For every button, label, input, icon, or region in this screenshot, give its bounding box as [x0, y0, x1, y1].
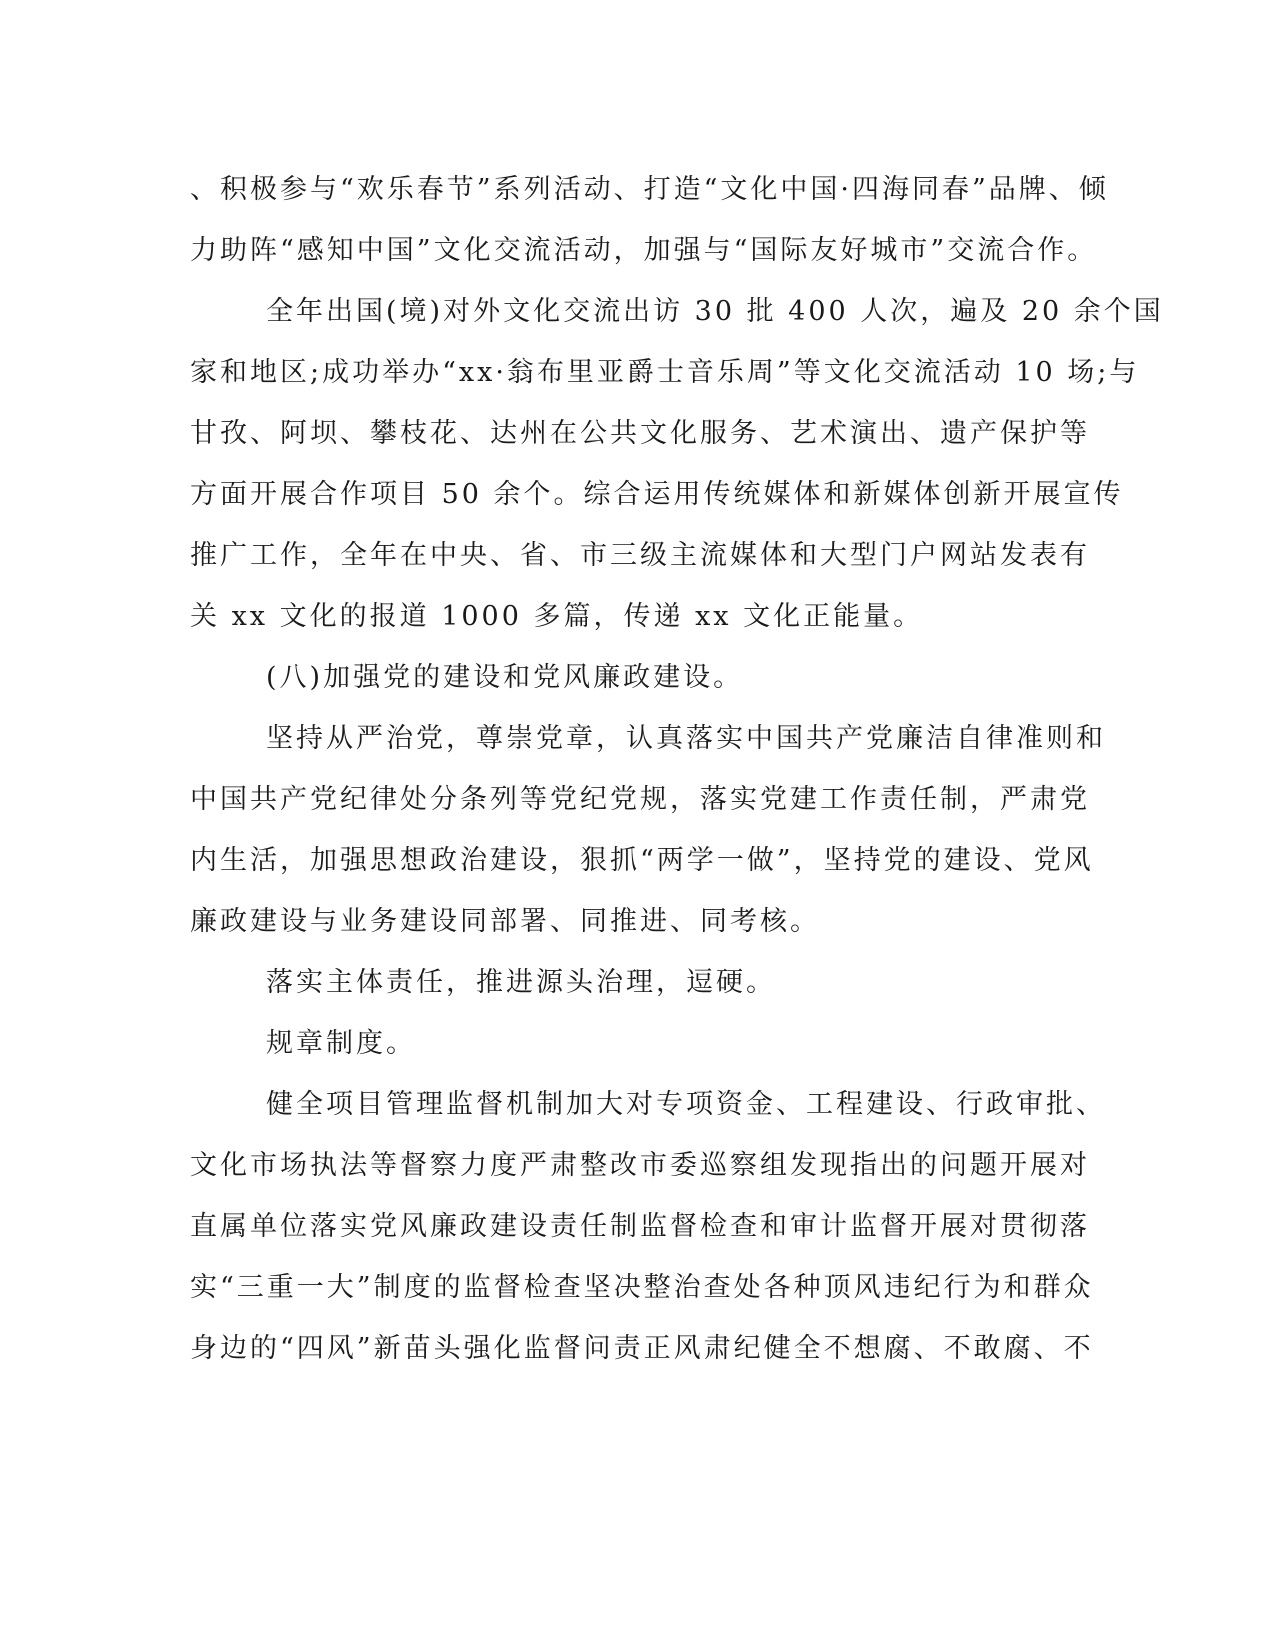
text-line: 关 xx 文化的报道 1000 多篇，传递 xx 文化正能量。	[190, 601, 924, 632]
text-line: 健全项目管理监督机制加大对专项资金、工程建设、行政审批、	[266, 1089, 1106, 1120]
text-line: 落实主体责任，推进源头治理，逗硬。	[266, 967, 776, 998]
text-line: 坚持从严治党，尊崇党章，认真落实中国共产党廉洁自律准则和	[266, 723, 1106, 754]
paragraph-cultural-activities	[190, 159, 1109, 281]
paragraph-regulations	[190, 1013, 1070, 1074]
paragraph-main-responsibility	[190, 952, 1070, 1013]
text-line: 力助阵“感知中国”文化交流活动，加强与“国际友好城市”交流合作。	[190, 235, 1098, 266]
text-line: 内生活，加强思想政治建设，狠抓“两学一做”，坚持党的建设、党风	[190, 845, 1094, 876]
section-heading-party-building	[190, 647, 1070, 708]
text-line: 全年出国(境)对外文化交流出访 30 批 400 人次，遍及 20 余个国	[266, 296, 1164, 327]
text-line: 文化市场执法等督察力度严肃整改市委巡察组发现指出的问题开展对	[190, 1150, 1090, 1181]
text-line: (八)加强党的建设和党风廉政建设。	[266, 662, 744, 693]
paragraph-strict-governance	[190, 708, 1106, 952]
text-line: 、积极参与“欢乐春节”系列活动、打造“文化中国·四海同春”品牌、倾	[190, 174, 1109, 205]
text-line: 甘孜、阿坝、攀枝花、达州在公共文化服务、艺术演出、遗产保护等	[190, 418, 1090, 449]
text-line: 身边的“四风”新苗头强化监督问责正风肃纪健全不想腐、不敢腐、不	[190, 1333, 1094, 1364]
text-line: 方面开展合作项目 50 余个。综合运用传统媒体和新媒体创新开展宣传	[190, 479, 1124, 510]
body-text	[190, 159, 1164, 1379]
text-line: 直属单位落实党风廉政建设责任制监督检查和审计监督开展对贯彻落	[190, 1211, 1090, 1242]
text-line: 规章制度。	[266, 1028, 416, 1059]
text-line: 实“三重一大”制度的监督检查坚决整治查处各种顶风违纪行为和群众	[190, 1272, 1094, 1303]
text-line: 中国共产党纪律处分条列等党纪党规，落实党建工作责任制，严肃党	[190, 784, 1090, 815]
text-line: 家和地区;成功举办“xx·翁布里亚爵士音乐周”等文化交流活动 10 场;与	[190, 357, 1140, 388]
text-line: 廉政建设与业务建设同部署、同推进、同考核。	[190, 906, 820, 937]
text-line: 推广工作，全年在中央、省、市三级主流媒体和大型门户网站发表有	[190, 540, 1090, 571]
paragraph-exchange-results	[190, 281, 1164, 647]
paragraph-supervision-mechanism	[190, 1074, 1106, 1379]
